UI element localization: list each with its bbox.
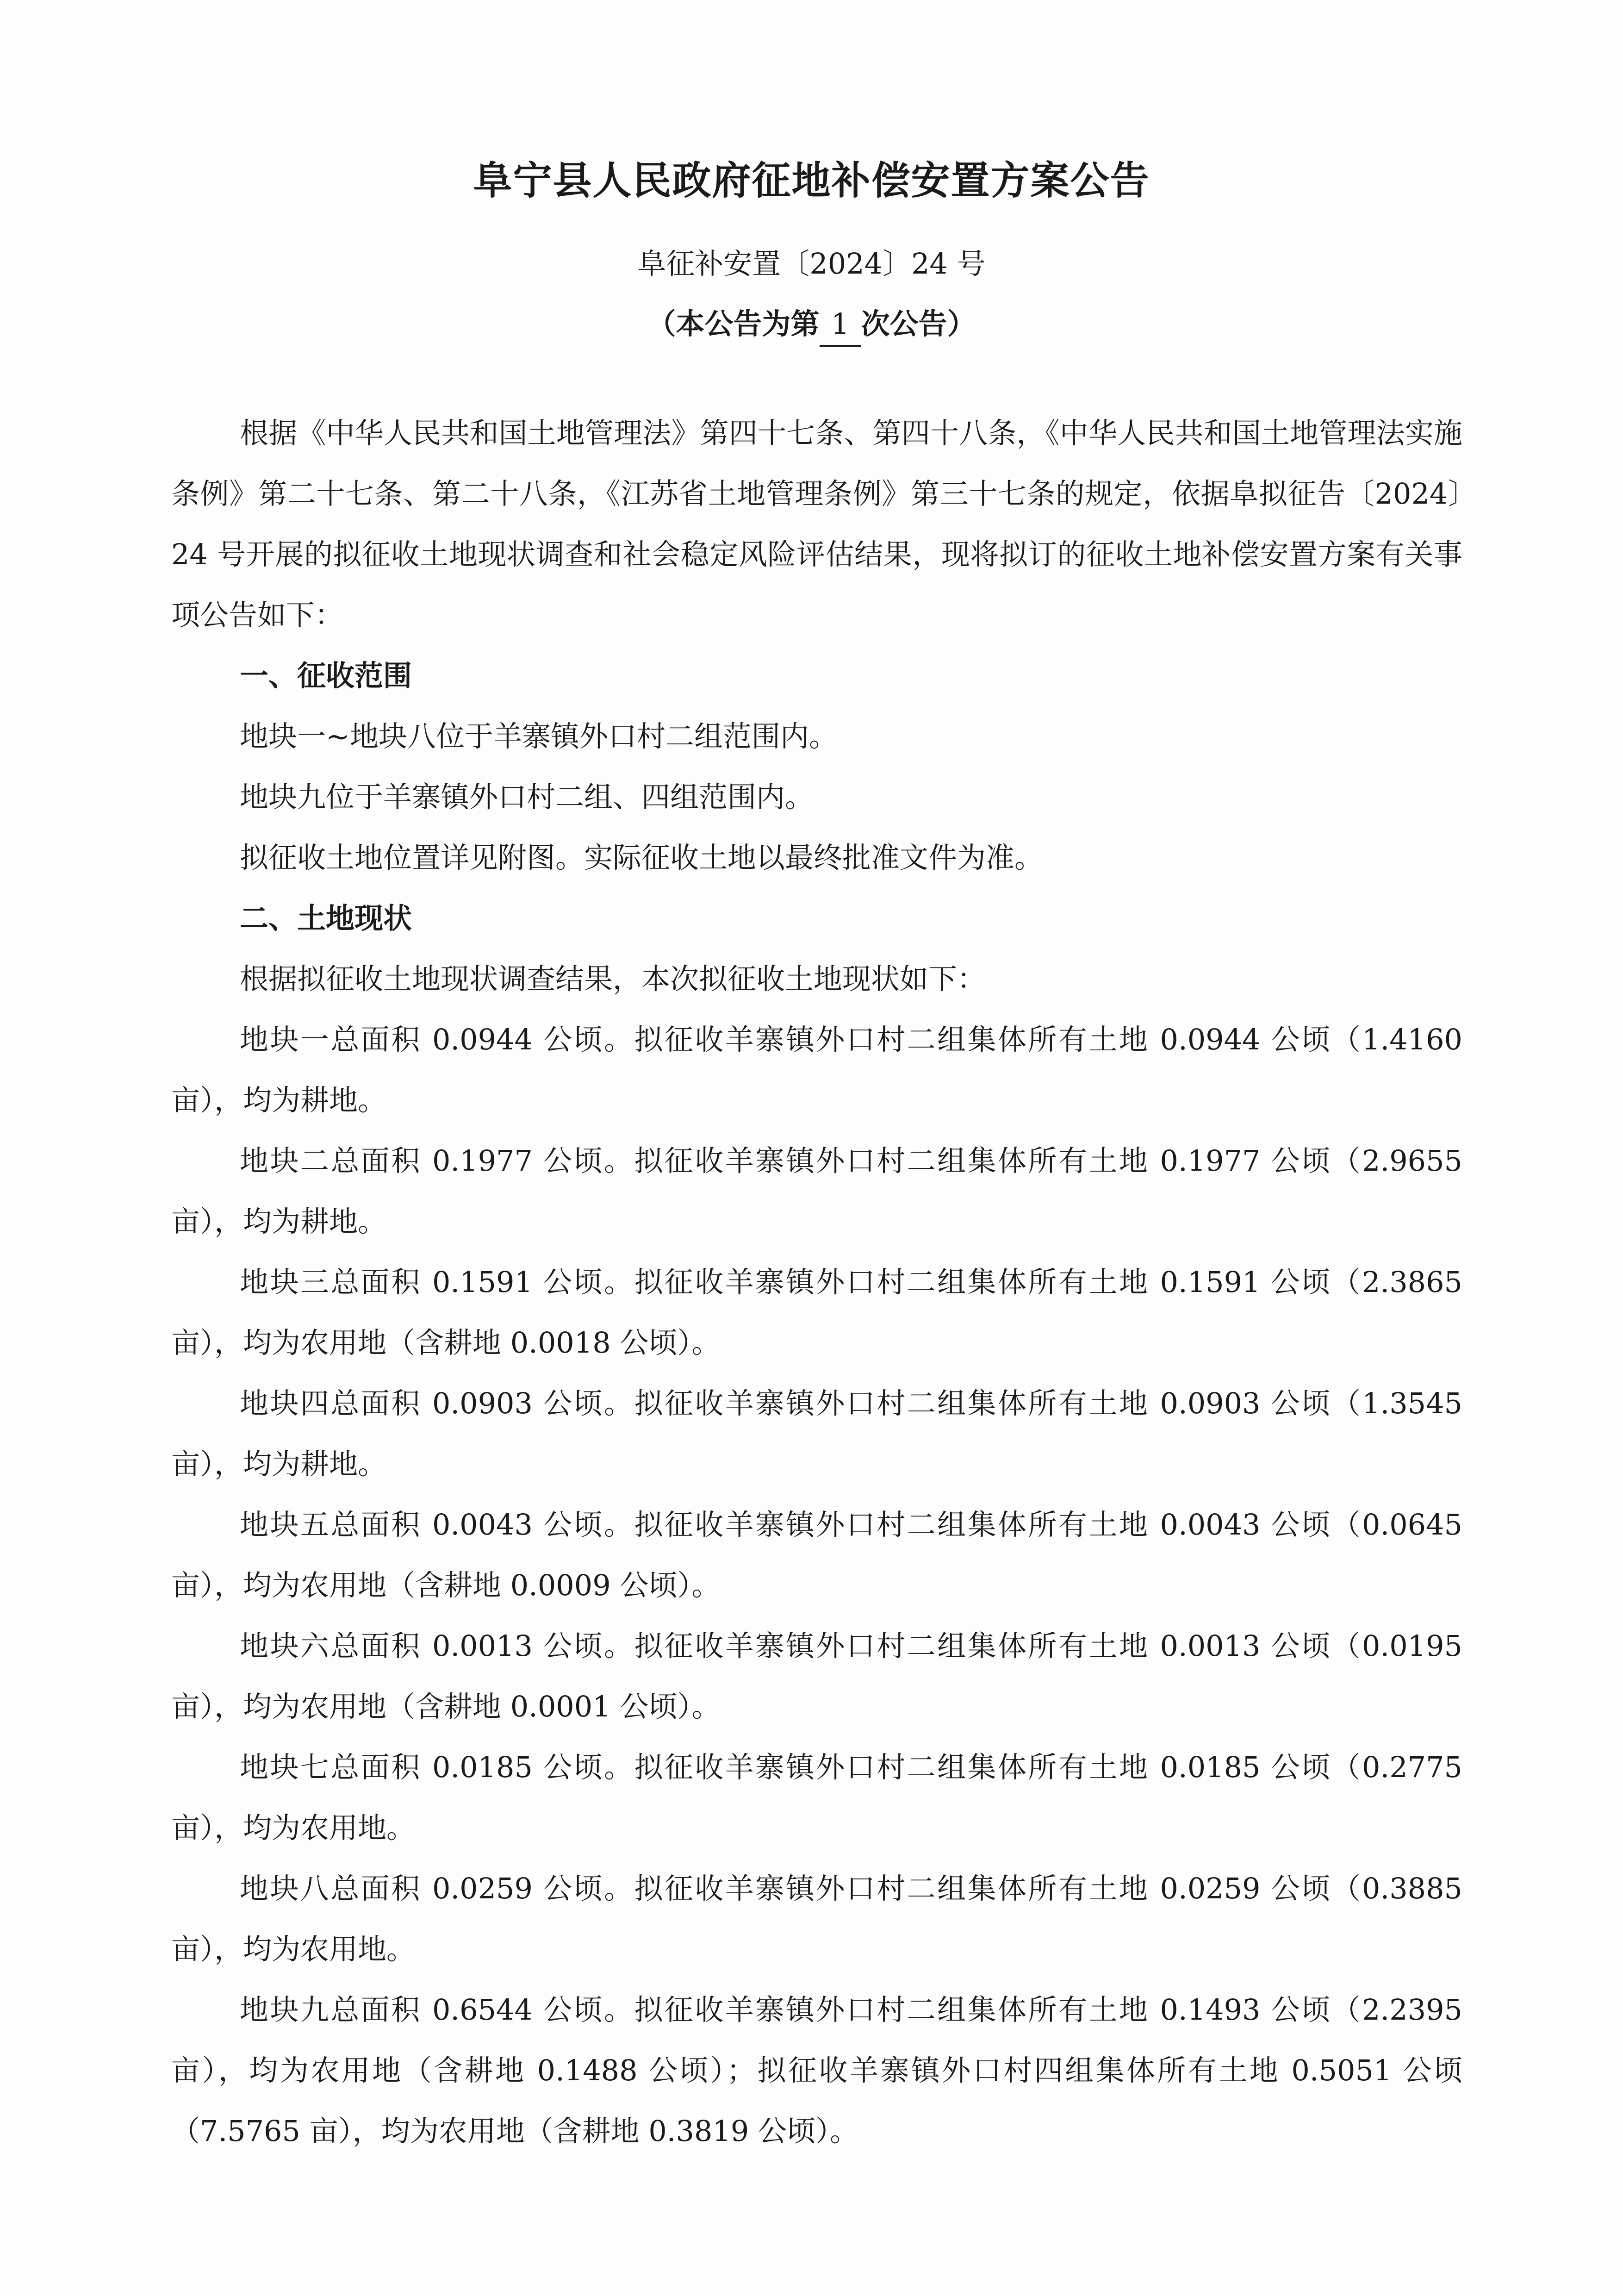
parcel-paragraph: 地块一总面积 0.0944 公顷。拟征收羊寨镇外口村二组集体所有土地 0.0944 公顷（1.4160 亩），均为耕地。 (171, 1023, 1462, 1117)
body-paragraph: 地块九位于羊寨镇外口村二组、四组范围内。 (240, 780, 814, 814)
issue-notice (0, 303, 1623, 347)
parcel-paragraph: 地块三总面积 0.1591 公顷。拟征收羊寨镇外口村二组集体所有土地 0.1591 公顷（2.3865 亩），均为农用地（含耕地 0.0018 公顷）。 (171, 1265, 1462, 1360)
section-heading-status: 二、土地现状 (240, 901, 412, 935)
issue-suffix: 次公告） (861, 307, 976, 341)
parcel-paragraph: 地块八总面积 0.0259 公顷。拟征收羊寨镇外口村二组集体所有土地 0.0259 公顷（0.3885 亩），均为农用地。 (171, 1872, 1462, 1966)
section-heading-scope: 一、征收范围 (240, 659, 412, 693)
body-paragraph: 根据拟征收土地现状调查结果，本次拟征收土地现状如下： (240, 962, 986, 996)
parcel-paragraph: 地块九总面积 0.6544 公顷。拟征收羊寨镇外口村二组集体所有土地 0.1493 公顷（2.2395 亩），均为农用地（含耕地 0.1488 公顷）；拟征收羊寨镇外口村四组集体所有土地 0.5051 公顷（7.5765 亩），均为农用地（含耕地 0.3819 公顷）。 (171, 1993, 1462, 2148)
body-paragraph: 拟征收土地位置详见附图。实际征收土地以最终批准文件为准。 (240, 841, 1044, 874)
parcel-paragraph: 地块二总面积 0.1977 公顷。拟征收羊寨镇外口村二组集体所有土地 0.1977 公顷（2.9655 亩），均为耕地。 (171, 1144, 1462, 1238)
issue-prefix: （本公告为第 (647, 307, 820, 341)
parcel-paragraph: 地块六总面积 0.0013 公顷。拟征收羊寨镇外口村二组集体所有土地 0.0013 公顷（0.0195 亩），均为农用地（含耕地 0.0001 公顷）。 (171, 1629, 1462, 1723)
parcel-paragraph: 地块四总面积 0.0903 公顷。拟征收羊寨镇外口村二组集体所有土地 0.0903 公顷（1.3545 亩），均为耕地。 (171, 1386, 1462, 1481)
document-number: 阜征补安置〔2024〕24 号 (637, 247, 986, 281)
parcel-paragraph: 地块五总面积 0.0043 公顷。拟征收羊寨镇外口村二组集体所有土地 0.0043 公顷（0.0645 亩），均为农用地（含耕地 0.0009 公顷）。 (171, 1508, 1462, 1602)
issue-number: 1 (820, 303, 861, 347)
document-title: 阜宁县人民政府征地补偿安置方案公告 (473, 158, 1150, 203)
document-body (171, 403, 1462, 2161)
body-paragraph: 地块一~地块八位于羊寨镇外口村二组范围内。 (240, 719, 838, 753)
parcel-paragraph: 地块七总面积 0.0185 公顷。拟征收羊寨镇外口村二组集体所有土地 0.0185 公顷（0.2775 亩），均为农用地。 (171, 1750, 1462, 1845)
intro-paragraph: 根据《中华人民共和国土地管理法》第四十七条、第四十八条，《中华人民共和国土地管理法实施条例》第二十七条、第二十八条，《江苏省土地管理条例》第三十七条的规定，依据阜拟征告〔2024〕24 号开展的拟征收土地现状调查和社会稳定风险评估结果，现将拟订的征收土地补偿安置方案有关事项公告如下： (171, 416, 1462, 632)
